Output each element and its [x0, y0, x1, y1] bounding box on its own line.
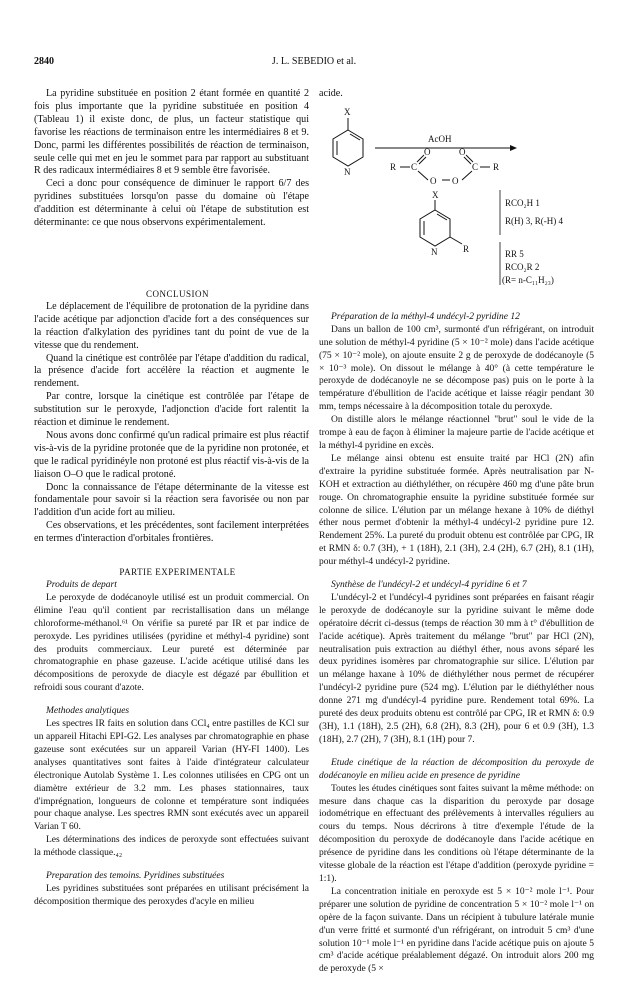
paragraph: Le peroxyde de dodécanoyle utilisé est un produit commercial. On élimine l'eau qu'il contient par recristallisation dans un mélange chloroforme-méthanol.⁶¹ On vérifie sa pureté par IR et par indice de peroxyde. Les pyridines utilisées (pyridine et méthyl-4 pyridine) sont des produits commerciaux. Leur pureté est déterminée par chromatographie en phase gazeuse. L'acide acétique utilisé dans les décompositions de peroxyde de diacyle est dégazé par ébullition et refroidi sous courant d'azote.: [34, 592, 309, 694]
left-column: [34, 88, 309, 909]
paragraph: Par contre, lorsque la cinétique est contrôlée par l'étape de substitution sur le peroxyde, l'adjonction d'acide fort ralentit la réaction et diminue le rendement.: [34, 391, 309, 429]
product-2: RCO₂R 2: [505, 262, 540, 272]
subheading: Préparation de la méthyl-4 undécyl-2 pyridine 12: [331, 311, 520, 322]
peroxide-r-left: R: [390, 162, 397, 172]
paragraph: Le déplacement de l'équilibre de protonation de la pyridine dans l'acide acétique par adjonction d'acide fort a des conséquences sur la réaction d'alkylation des pyridines tant du point de vue de la vitesse que du rendement.: [34, 300, 309, 351]
paragraph: La pyridine substituée en position 2 étant formée en quantité 2 fois plus importante que la pyridine substituée en position 4 (Tableau 1) il existe donc, de plus, un facteur statistique qui favorise les réactions de terminaison entre les intermédiaires 8 et 9. Donc, parmi les différentes possibilités de réaction de terminaison, seule celle qui met en jeu le sommet para par rapport au substituant R des radicaux intermédiaires 8 et 9 semble être favorisée.: [34, 88, 309, 177]
paragraph: Quand la cinétique est contrôlée par l'étape d'addition du radical, la présence d'acide fort accélère la réaction et augmente le rendement.: [34, 352, 309, 390]
section-depart: [34, 579, 309, 909]
peroxide-c-right: C: [472, 162, 479, 172]
reaction-scheme: [320, 100, 610, 295]
conclusion-heading: CONCLUSION: [145, 288, 209, 299]
page-number: 2840: [34, 56, 54, 67]
paragraph: Ces observations, et les précédentes, sont facilement interprétées en termes d'interaction d'orbitales frontières.: [34, 520, 309, 545]
substituent-x-1: X: [344, 107, 351, 117]
subheading: Methodes analytiques: [46, 706, 130, 717]
subheading: Synthèse de l'undécyl-2 et undécyl-4 pyridine 6 et 7: [331, 580, 527, 591]
reagent-label: AcOH: [428, 134, 452, 144]
page-header: [34, 56, 594, 70]
section-methyl: [319, 311, 594, 976]
paragraph: Ceci a donc pour conséquence de diminuer le rapport 6/7 des pyridines substituées lorsqu'on passe du domaine où l'étape d'addition est déterminante à celui où l'étape de substitution est déterminante: ce que nous observons expérimentalement.: [34, 178, 309, 229]
ring-nitrogen-1: N: [344, 167, 351, 177]
running-head: J. L. SEBEDIO et al.: [271, 56, 357, 67]
paragraph: Nous avons donc confirmé qu'un radical primaire est plus réactif vis-à-vis de la pyridine protonée que de la pyridine non protonée, et que le radical pyridinéyle non protoné est plus réactif vis-à-vis de la liaison O–O que le radical protoné.: [34, 429, 309, 480]
paragraph: Le mélange ainsi obtenu est ensuite traité par HCl (2N) afin d'extraire la pyridine substituée formée. Après neutralisation par N-KOH et extraction au diéthyléther, on récupère 460 mg d'une pâte brun rouge. On chromatographie ensuite la pyridine substituée formée sur colonne de silice. L'élution par un mélange hexane à 10% de diéthyl éther nous permet d'obtenir la méthyl-4 undécyl-2 pyridine pure 12. Rendement 25%. La pureté du produit obtenu est contrôlée par CPG, IR et RMN δ: 0.7 (3H), + 1 (18H), 2.1 (3H), 2.4 (2H), 6.7 (2H), 8.1 (1H), pour méthyl-4 undécyl-2 pyridine.: [319, 453, 594, 568]
paragraph: Donc la connaissance de l'étape déterminante de la vitesse est fondamentale pour savoir si la réaction sera favorisée ou non par l'addition d'un acide fort au milieu.: [34, 481, 309, 519]
paragraph: Toutes les études cinétiques sont faites suivant la même méthode: on mesure dans chaque cas la disparition du peroxyde par dosage iodométrique en effectuant des prélèvements à intervalles réguliers au cours du temps. Nous décrirons à titre d'exemple l'étude de la décomposition du peroxyde de dodécanoyle dans l'acide acétique en présence de pyridine dans les conditions où l'étape déterminante de la vitesse globale de la réaction est l'étape d'addition (peroxyde pyridine = 1:1).: [319, 783, 594, 884]
paragraph: Les déterminations des indices de peroxyde sont effectuées suivant la méthode classique.₄₂: [34, 835, 309, 859]
paragraph: Les spectres IR faits en solution dans CCl₄ entre pastilles de KCl sur un appareil Hitachi EPI-G2. Les analyses par chromatographie en phase gazeuse sont exécutées sur un appareil Varian (HY-FI 1400). Les analyses quantitatives sont faites à l'aide d'intégrateur calculateur électronique Autolab Système 1. Les colonnes utilisées en CPG ont un diamètre extérieur de 3.2 mm. Les phases stationnaires, taux d'imprégnation, longueurs de colonne et température sont indiquées pour chaque analyse. Les spectres RMN sont exécutés avec un appareil Varian T 60.: [34, 719, 309, 833]
arrow-head: [510, 145, 517, 151]
peroxide-o-1: O: [424, 147, 431, 157]
peroxide-o-4: O: [459, 147, 466, 157]
peroxide-o-3: O: [452, 176, 459, 186]
substituent-r: R: [463, 244, 470, 254]
product-5: RR 5: [505, 249, 524, 259]
pyridine-ring-2: [420, 200, 462, 246]
experimental-heading: PARTIE EXPERIMENTALE: [119, 567, 236, 578]
paragraph: Dans un ballon de 100 cm³, surmonté d'un réfrigérant, on introduit une solution de méthyl-4 pyridine (5 × 10⁻² mole) dans l'acide acétique (75 × 10⁻² mole), on ajoute ensuite 2 g de peroxyde de dodécanoyle (5 × 10⁻³ mole). On dissout le mélange à 40° (à cette température le peroxyde de dodécanoyle ne se décompose pas) puis on le porte à la température d'ébullition de l'acide acétique et laisse réagir pendant 30 mm, temps nécessaire à la décomposition totale du peroxyde.: [319, 324, 594, 413]
subheading: Preparation des temoins. Pyridines substituées: [46, 871, 225, 882]
paragraph: On distille alors le mélange réactionnel "brut" soul le vide de la trompe à eau de façon à éliminer la majeure partie de l'acide acétique et la méthyl-4 pyridine en excès.: [319, 415, 594, 451]
pyridine-ring-1: [333, 118, 363, 166]
paragraph: La concentration initiale en peroxyde est 5 × 10⁻² mole l⁻¹. Pour préparer une solution de pyridine de concentration 5 × 10⁻² mole l⁻¹ on opère de la façon suivante. Dans un récipient à tubulure latérale munie d'un verre fritté et surmonté d'un réfrigérant, on introduit 5 cm³ d'une solution 10⁻¹ mole l⁻¹ en pyridine dans l'acide acétique puis on ajoute 5 cm³ d'acide acétique préalablement dégazé. On introduit alors 200 mg de peroxyde (5 ×: [319, 886, 594, 975]
r-definition: (R= n-C₁₁H₂₃): [502, 275, 554, 285]
paragraph: L'undécyl-2 et l'undécyl-4 pyridines sont préparées en faisant réagir le peroxyde de dodécanoyle sur la pyridine suivant le même dode opératoire décrit ci-dessus (temps de réaction 30 mm à t° d'ébullition de l'acide acétique). Après traitement du mélange "brut" par HCl (2N), neutralisation puis extraction au diéthyl éther, nous avons séparé les deux pyridines isomères par chromatographie sur silice. L'élution par un mélange haxane à 10% de diéthyléther nous permet de récupérer l'undécyl-2 pyridine pure (524 mg). L'élution par le diéthyléther nous donne 271 mg d'undécyl-4 pyridine pure. Rendement total 69%. La pureté des deux produits obtenu est contrôlé par CPG, IR et RMN δ: 0.9 (3H), 1.1 (18H), 2.5 (2H), 6.8 (2H), 8.3 (2H), pour 6 et 0.9 (3H), 1.3 (18H), 2.7 (2H), 7 (3H), 8.1 (1H) pour 7.: [319, 592, 594, 745]
product-3-4: R(H) 3, R(-H) 4: [505, 216, 563, 226]
peroxide-c-left: C: [411, 162, 418, 172]
ring-nitrogen-2: N: [431, 247, 438, 257]
paragraph: acide.: [319, 88, 343, 99]
paragraph: Les pyridines substituées sont préparées en utilisant précisément la décomposition thermique des peroxydes d'acyle en milieu: [34, 883, 309, 907]
peroxide-r-right: R: [493, 162, 500, 172]
substituent-x-2: X: [432, 190, 439, 200]
product-1: RCO₂H 1: [505, 198, 540, 208]
subheading: Produits de depart: [46, 580, 117, 590]
peroxide-o-2: O: [430, 176, 437, 186]
subheading: Etude cinétique de la réaction de décomposition du peroxyde de dodécanoyle en milieu acide en presence de pyridine: [319, 757, 594, 781]
